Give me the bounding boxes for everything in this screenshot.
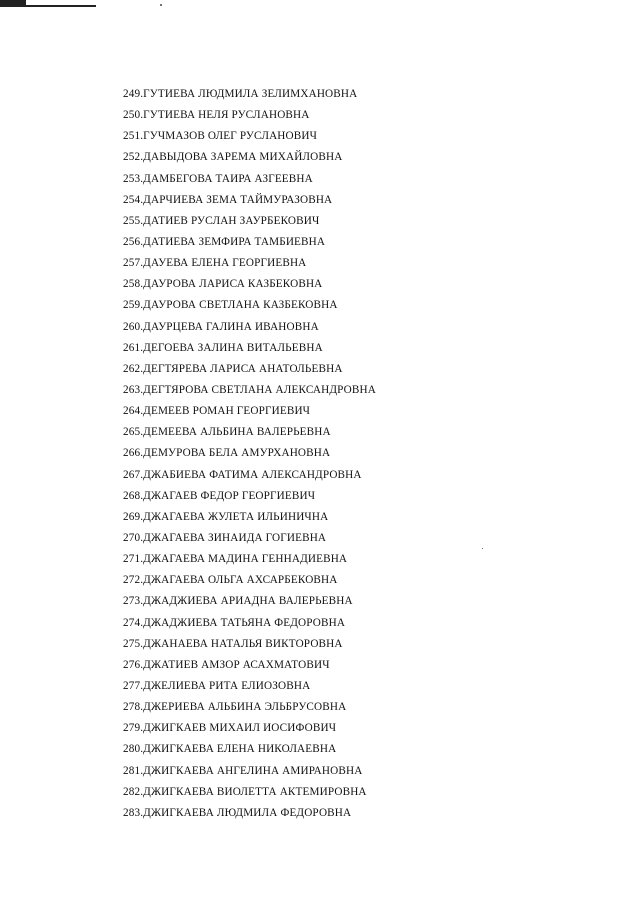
list-item: 254.ДАРЧИЕВА ЗЕМА ТАЙМУРАЗОВНА (123, 193, 333, 206)
list-item: 252.ДАВЫДОВА ЗАРЕМА МИХАЙЛОВНА (123, 151, 343, 164)
list-item: 279.ДЖИГКАЕВ МИХАИЛ ИОСИФОВИЧ (123, 722, 337, 735)
list-item: 263.ДЕГТЯРОВА СВЕТЛАНА АЛЕКСАНДРОВНА (123, 383, 376, 396)
list-item: 262.ДЕГТЯРЕВА ЛАРИСА АНАТОЛЬЕВНА (123, 362, 343, 375)
list-item: 267.ДЖАБИЕВА ФАТИМА АЛЕКСАНДРОВНА (123, 468, 362, 481)
list-item: 274.ДЖАДЖИЕВА ТАТЬЯНА ФЕДОРОВНА (123, 616, 346, 629)
list-item: 264.ДЕМЕЕВ РОМАН ГЕОРГИЕВИЧ (123, 405, 311, 418)
list-item: 269.ДЖАГАЕВА ЖУЛЕТА ИЛЬИНИЧНА (123, 510, 329, 523)
list-item: 251.ГУЧМАЗОВ ОЛЕГ РУСЛАНОВИЧ (123, 130, 318, 143)
scan-speck (482, 548, 483, 549)
list-item: 250.ГУТИЕВА НЕЛЯ РУСЛАНОВНА (123, 109, 310, 122)
list-item: 268.ДЖАГАЕВ ФЕДОР ГЕОРГИЕВИЧ (123, 489, 316, 502)
list-item: 253.ДАМБЕГОВА ТАИРА АЗГЕЕВНА (123, 172, 313, 185)
list-item: 282.ДЖИГКАЕВА ВИОЛЕТТА АКТЕМИРОВНА (123, 785, 367, 798)
list-item: 278.ДЖЕРИЕВА АЛЬБИНА ЭЛЬБРУСОВНА (123, 701, 347, 714)
list-item: 271.ДЖАГАЕВА МАДИНА ГЕННАДИЕВНА (123, 553, 348, 566)
list-item: 255.ДАТИЕВ РУСЛАН ЗАУРБЕКОВИЧ (123, 214, 320, 227)
list-item: 280.ДЖИГКАЕВА ЕЛЕНА НИКОЛАЕВНА (123, 743, 337, 756)
list-item: 276.ДЖАТИЕВ АМЗОР АСАХМАТОВИЧ (123, 658, 330, 671)
list-item: 283.ДЖИГКАЕВА ЛЮДМИЛА ФЕДОРОВНА (123, 806, 352, 819)
list-item: 265.ДЕМЕЕВА АЛЬБИНА ВАЛЕРЬЕВНА (123, 426, 331, 439)
list-item: 273.ДЖАДЖИЕВА АРИАДНА ВАЛЕРЬЕВНА (123, 595, 353, 608)
list-item: 260.ДАУРЦЕВА ГАЛИНА ИВАНОВНА (123, 320, 319, 333)
list-item: 261.ДЕГОЕВА ЗАЛИНА ВИТАЛЬЕВНА (123, 341, 323, 354)
list-item: 270.ДЖАГАЕВА ЗИНАИДА ГОГИЕВНА (123, 531, 327, 544)
list-item: 257.ДАУЕВА ЕЛЕНА ГЕОРГИЕВНА (123, 257, 307, 270)
list-item: 277.ДЖЕЛИЕВА РИТА ЕЛИОЗОВНА (123, 679, 311, 692)
scan-speck (160, 4, 162, 6)
list-item: 275.ДЖАНАЕВА НАТАЛЬЯ ВИКТОРОВНА (123, 637, 343, 650)
list-item: 266.ДЕМУРОВА БЕЛА АМУРХАНОВНА (123, 447, 331, 460)
list-item: 281.ДЖИГКАЕВА АНГЕЛИНА АМИРАНОВНА (123, 764, 363, 777)
list-item: 256.ДАТИЕВА ЗЕМФИРА ТАМБИЕВНА (123, 235, 326, 248)
list-item: 249.ГУТИЕВА ЛЮДМИЛА ЗЕЛИМХАНОВНА (123, 88, 358, 100)
list-item: 258.ДАУРОВА ЛАРИСА КАЗБЕКОВНА (123, 278, 323, 291)
scan-edge-mark (0, 0, 96, 7)
name-list (123, 84, 376, 824)
list-item: 259.ДАУРОВА СВЕТЛАНА КАЗБЕКОВНА (123, 299, 338, 312)
list-item: 272.ДЖАГАЕВА ОЛЬГА АХСАРБЕКОВНА (123, 574, 338, 587)
